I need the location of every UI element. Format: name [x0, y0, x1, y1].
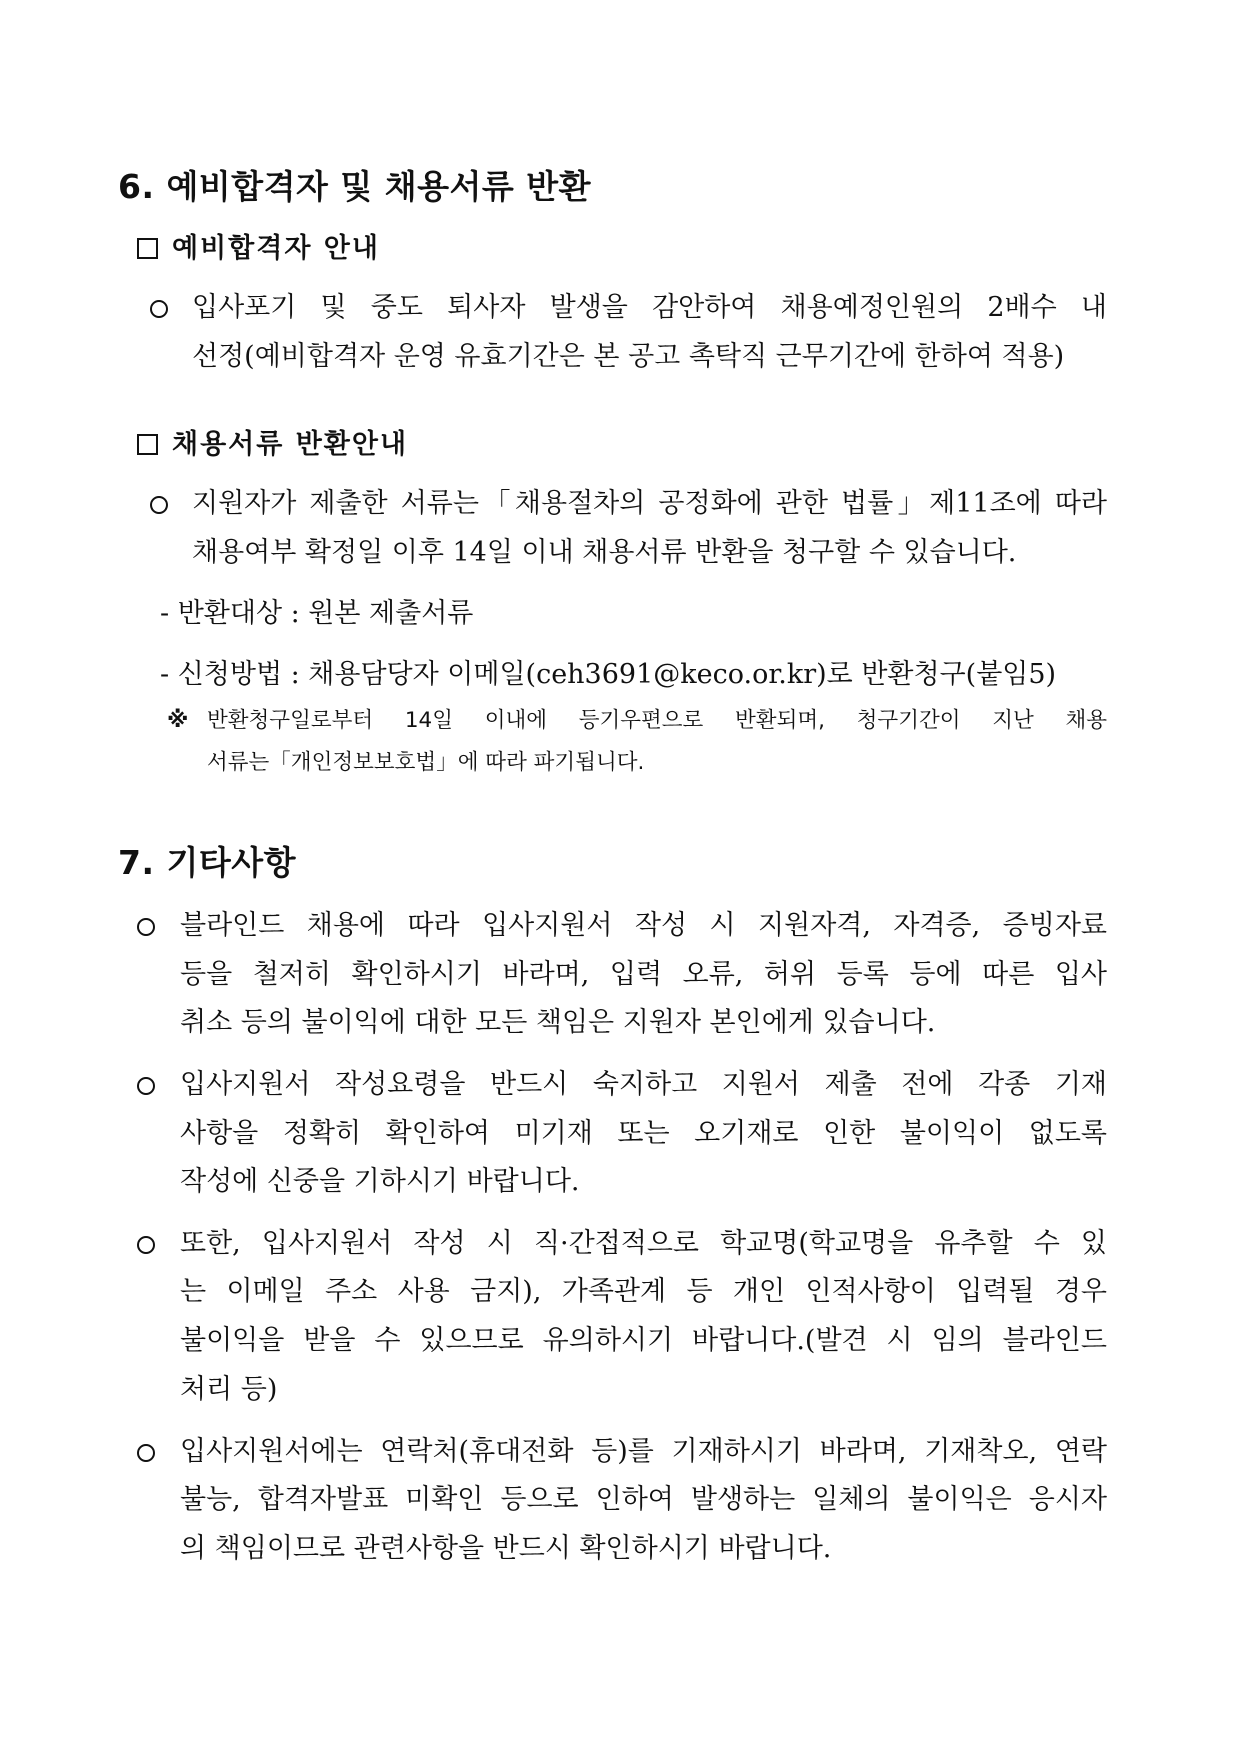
paragraph-line: 입사지원서에는 연락처(휴대전화 등)를 기재하시기 바라며, 기재착오, 연락 — [180, 1436, 1107, 1467]
circle-bullet-icon — [137, 918, 155, 936]
circle-bullet-icon — [137, 1236, 155, 1254]
checkbox-square-icon — [137, 238, 158, 259]
paragraph-line: 처리 등) — [180, 1374, 278, 1405]
paragraph-line: 의 책임이므로 관련사항을 반드시 확인하시기 바랍니다. — [180, 1533, 832, 1564]
circle-bullet-icon — [137, 1077, 155, 1095]
subsection-label: 예비합격자 안내 — [172, 233, 380, 264]
paragraph-line: 지원자가 제출한 서류는「채용절차의 공정화에 관한 법률」제11조에 따라 — [192, 488, 1107, 519]
checkbox-square-icon — [137, 434, 158, 455]
circle-bullet-icon — [137, 1444, 155, 1462]
dash-item-request-method: - 신청방법 : 채용담당자 이메일(ceh3691@keco.or.kr)로 반환청구(붙임5) — [160, 659, 1057, 690]
circle-bullet-icon — [150, 300, 168, 318]
paragraph-line: 취소 등의 불이익에 대한 모든 책임은 지원자 본인에게 있습니다. — [180, 1007, 936, 1038]
subsection-label: 채용서류 반환안내 — [172, 429, 409, 460]
dash-item-return-target: - 반환대상 : 원본 제출서류 — [160, 598, 474, 629]
paragraph-line: 불능, 합격자발표 미확인 등으로 인하여 발생하는 일체의 불이익은 응시자 — [180, 1484, 1107, 1515]
paragraph-line: 채용여부 확정일 이후 14일 이내 채용서류 반환을 청구할 수 있습니다. — [192, 537, 1017, 568]
paragraph-line: 블라인드 채용에 따라 입사지원서 작성 시 지원자격, 자격증, 증빙자료 — [180, 910, 1107, 941]
note-line: 서류는「개인정보보호법」에 따라 파기됩니다. — [207, 750, 645, 775]
paragraph-line: 불이익을 받을 수 있으므로 유의하시기 바랍니다.(발견 시 임의 블라인드 — [180, 1325, 1107, 1356]
paragraph-line: 또한, 입사지원서 작성 시 직·간접적으로 학교명(학교명을 유추할 수 있 — [180, 1228, 1107, 1259]
paragraph-line: 입사지원서 작성요령을 반드시 숙지하고 지원서 제출 전에 각종 기재 — [180, 1069, 1107, 1100]
paragraph-line: 작성에 신중을 기하시기 바랍니다. — [180, 1166, 580, 1197]
reference-mark-icon: ※ — [167, 708, 189, 733]
subsection-return-title — [137, 428, 408, 462]
circle-bullet-icon — [150, 496, 168, 514]
subsection-reserve-title — [137, 232, 380, 266]
note-line: 반환청구일로부터 14일 이내에 등기우편으로 반환되며, 청구기간이 지난 채용 — [207, 708, 1107, 733]
paragraph-line: 등을 철저히 확인하시기 바라며, 입력 오류, 허위 등록 등에 따른 입사 — [180, 959, 1107, 990]
paragraph-line: 는 이메일 주소 사용 금지), 가족관계 등 개인 인적사항이 입력될 경우 — [180, 1276, 1107, 1307]
paragraph-line: 선정(예비합격자 운영 유효기간은 본 공고 촉탁직 근무기간에 한하여 적용) — [192, 341, 1065, 372]
paragraph-line: 사항을 정확히 확인하여 미기재 또는 오기재로 인한 불이익이 없도록 — [180, 1118, 1107, 1149]
section-6-heading: 6. 예비합격자 및 채용서류 반환 — [118, 167, 591, 206]
section-7-heading: 7. 기타사항 — [118, 843, 296, 882]
paragraph-line: 입사포기 및 중도 퇴사자 발생을 감안하여 채용예정인원의 2배수 내 — [192, 292, 1107, 323]
